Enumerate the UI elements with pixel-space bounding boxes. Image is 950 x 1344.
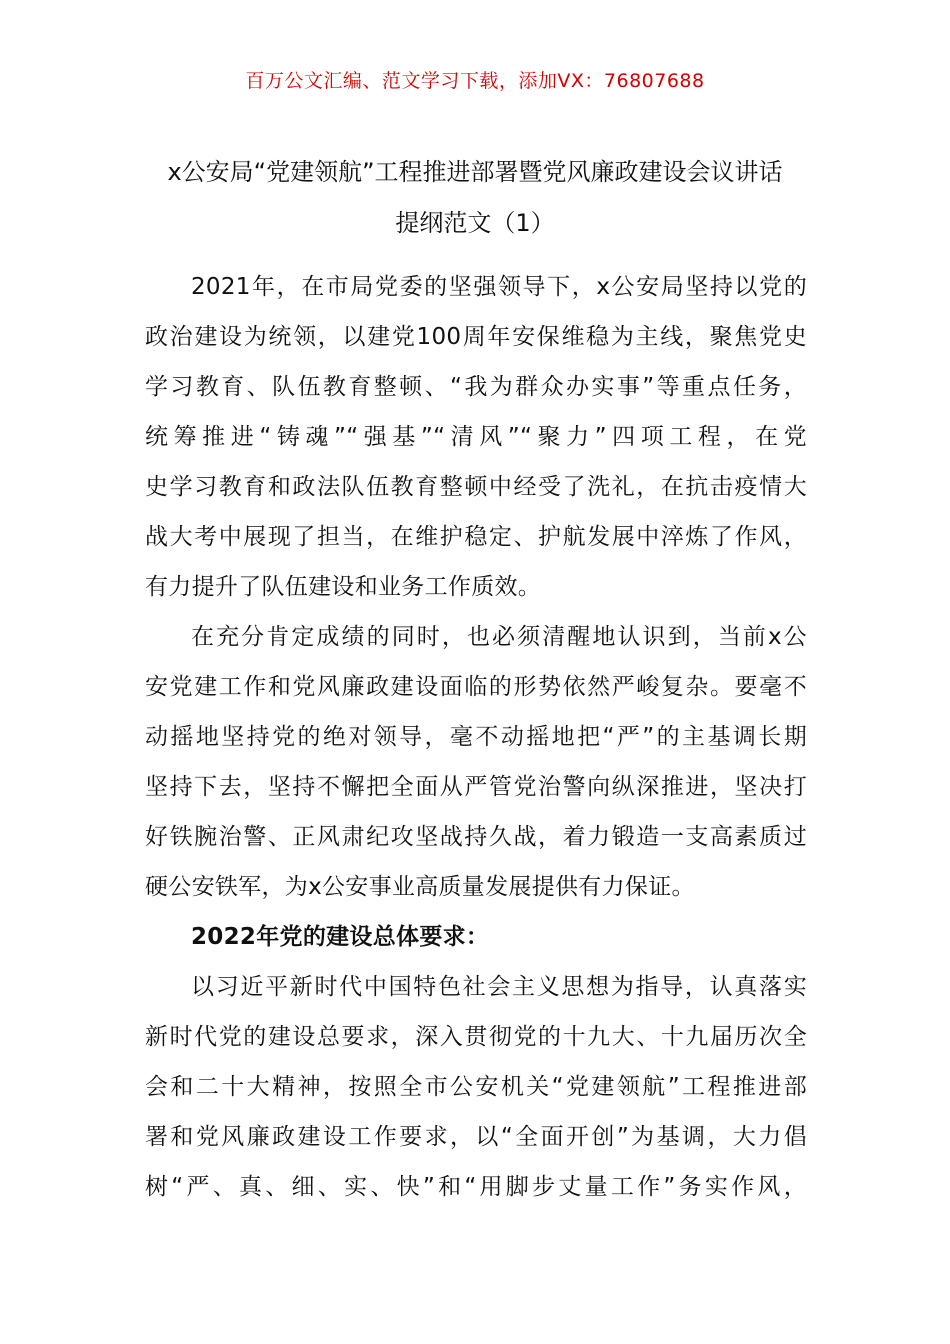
body-text-line: 署和党风廉政建设工作要求，以“全面开创”为基调，大力倡 xyxy=(145,1124,807,1150)
document-title-line-1: x公安局“党建领航”工程推进部署暨党风廉政建设会议讲话 xyxy=(167,158,783,186)
body-text-line: 政治建设为统领，以建党100周年安保维稳为主线，聚焦党史 xyxy=(145,324,807,350)
body-text-line: 以习近平新时代中国特色社会主义思想为指导，认真落实 xyxy=(191,974,807,1000)
document-title-line-2: 提纲范文（1） xyxy=(395,209,555,237)
body-text-line: 在充分肯定成绩的同时，也必须清醒地认识到，当前x公 xyxy=(191,624,807,650)
download-notice: 百万公文汇编、范文学习下载，添加VX：76807688 xyxy=(245,70,705,92)
section-heading: 2022年党的建设总体要求： xyxy=(191,924,490,950)
body-text-line: 2021年，在市局党委的坚强领导下，x公安局坚持以党的 xyxy=(191,274,807,300)
body-text-line: 好铁腕治警、正风肃纪攻坚战持久战，着力锻造一支高素质过 xyxy=(145,824,807,850)
body-text-line: 新时代党的建设总要求，深入贯彻党的十九大、十九届历次全 xyxy=(145,1024,807,1050)
body-text-line: 史学习教育和政法队伍教育整顿中经受了洗礼，在抗击疫情大 xyxy=(145,474,807,500)
body-text-line: 有力提升了队伍建设和业务工作质效。 xyxy=(145,574,542,600)
body-text-line: 战大考中展现了担当，在维护稳定、护航发展中淬炼了作风， xyxy=(145,524,807,550)
body-text-line: 统筹推进“铸魂”“强基”“清风”“聚力”四项工程，在党 xyxy=(145,424,807,450)
body-text-line: 安党建工作和党风廉政建设面临的形势依然严峻复杂。要毫不 xyxy=(145,674,807,700)
body-text-line: 硬公安铁军，为x公安事业高质量发展提供有力保证。 xyxy=(145,874,695,900)
document-body xyxy=(145,262,807,1212)
body-text-line: 坚持下去，坚持不懈把全面从严管党治警向纵深推进，坚决打 xyxy=(145,774,807,800)
body-text-line: 学习教育、队伍教育整顿、“我为群众办实事”等重点任务， xyxy=(145,374,807,400)
body-text-line: 会和二十大精神，按照全市公安机关“党建领航”工程推进部 xyxy=(145,1074,807,1100)
body-text-line: 动摇地坚持党的绝对领导，毫不动摇地把“严”的主基调长期 xyxy=(145,724,807,750)
body-text-line: 树“严、真、细、实、快”和“用脚步丈量工作”务实作风， xyxy=(145,1174,807,1200)
